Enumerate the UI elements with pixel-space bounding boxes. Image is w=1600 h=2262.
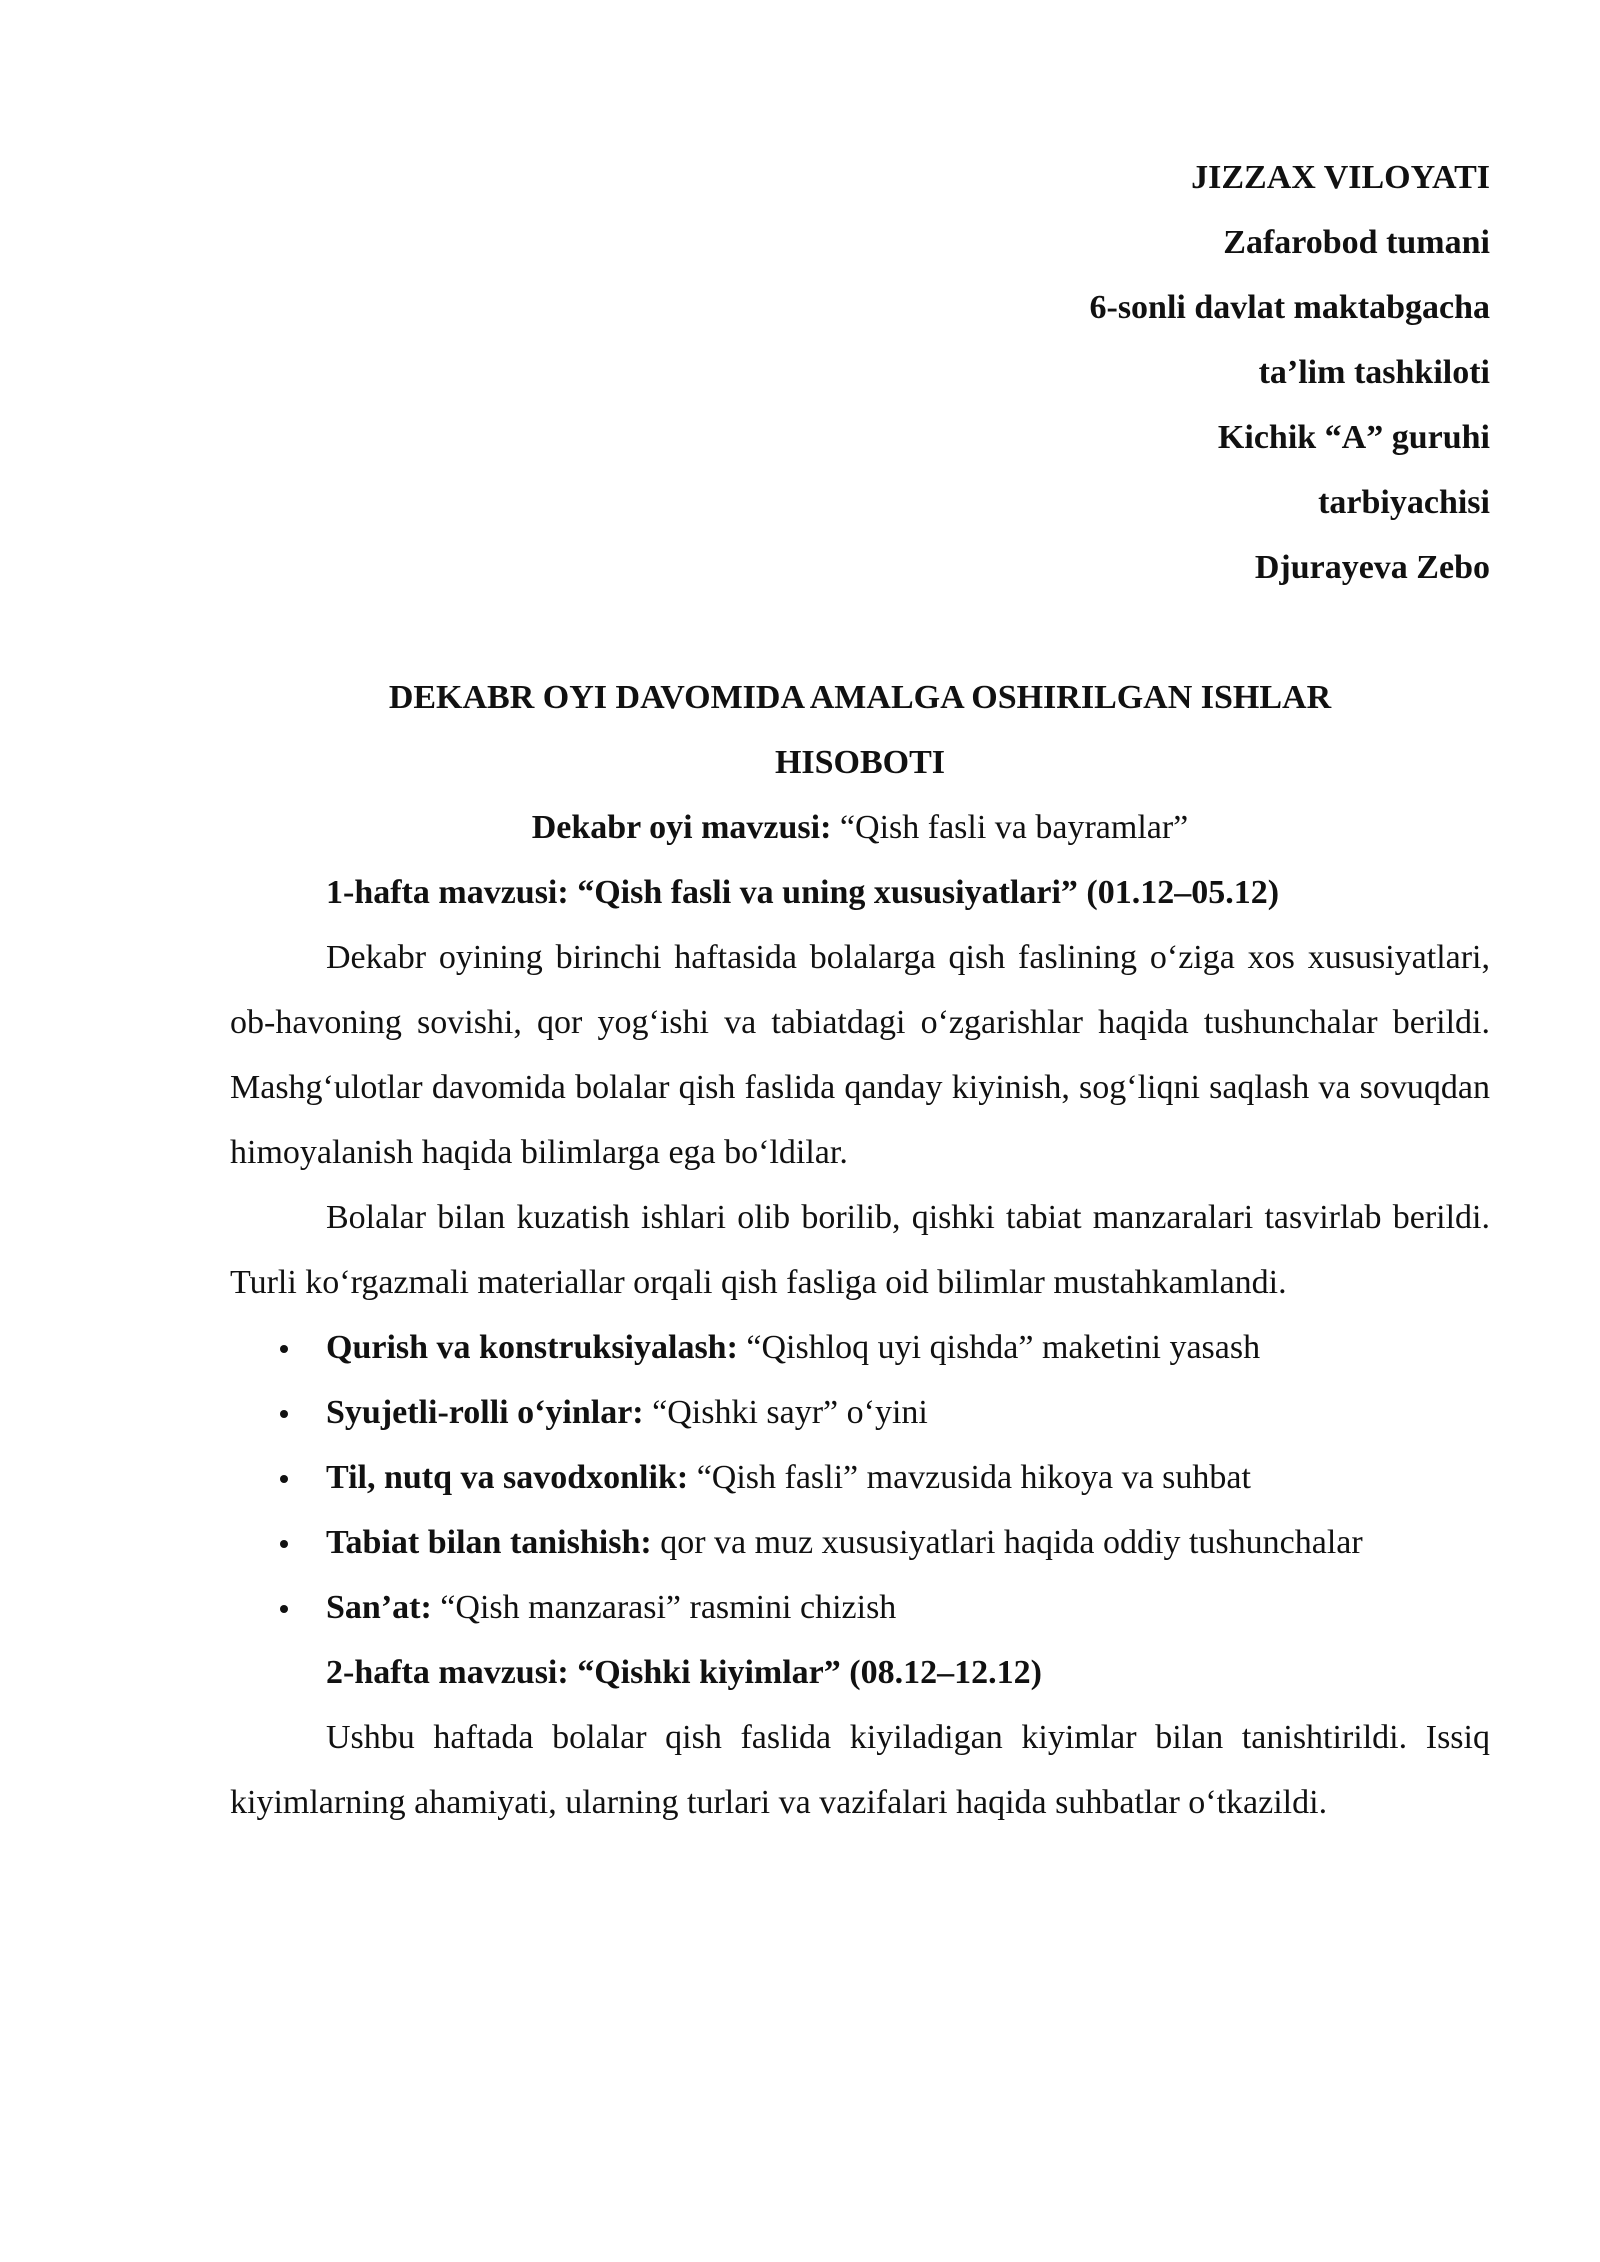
header-district: Zafarobod tumani [1223,224,1490,261]
list-item-text: “Qish manzarasi” rasmini chizish [431,1589,897,1626]
list-item-text: qor va muz xususiyatlari haqida oddiy tushunchalar [651,1524,1363,1561]
list-item [230,1510,1490,1575]
document-content [230,145,1490,1835]
list-item-label: San’at: [326,1589,432,1626]
list-item-label: Qurish va konstruksiyalash: [326,1329,738,1366]
header-role: tarbiyachisi [1318,484,1490,521]
title-line-1: DEKABR OYI DAVOMIDA AMALGA OSHIRILGAN ISHLAR [388,679,1332,716]
document-title [230,665,1490,795]
header-region: JIZZAX VILOYATI [1191,159,1490,196]
list-item-label: Tabiat bilan tanishish: [326,1524,652,1561]
bullet-icon [280,1345,288,1353]
bullet-icon [280,1540,288,1548]
list-item-text: “Qishki sayr” o‘yini [643,1394,928,1431]
week2-heading: 2-hafta mavzusi: “Qishki kiyimlar” (08.12–12.12) [326,1654,1042,1691]
list-item [230,1575,1490,1640]
header-group: Kichik “A” guruhi [1217,419,1490,456]
list-item-text: “Qish fasli” mavzusida hikoya va suhbat [688,1459,1251,1496]
list-item [230,1315,1490,1380]
list-item [230,1445,1490,1510]
week1-paragraph-1: Dekabr oyining birinchi haftasida bolalarga qish faslining o‘ziga xos xususiyatlari, ob-havoning sovishi, qor yog‘ishi va tabiatdagi o‘zgarishlar haqida tushunchalar berildi. Mashg‘ulotlar davomida bolalar qish faslida qanday kiyinish, sog‘liqni saqlash va sovuqdan himoyalanish haqida bilimlarga ega bo‘ldilar. [230,939,1490,1171]
week1-activity-list [230,1315,1490,1640]
month-theme [230,795,1490,860]
header-author-name: Djurayeva Zebo [1254,549,1490,586]
month-theme-value: “Qish fasli va bayramlar” [839,809,1189,846]
header-institution: 6-sonli davlat maktabgacha [1089,289,1490,326]
week2-paragraph-1: Ushbu haftada bolalar qish faslida kiyiladigan kiyimlar bilan tanishtirildi. Issiq kiyimlarning ahamiyati, ularning turlari va vazifalari haqida suhbatlar o‘tkazildi. [230,1719,1490,1821]
author-header [230,145,1490,600]
month-theme-label: Dekabr oyi mavzusi: [531,809,832,846]
bullet-icon [280,1475,288,1483]
list-item-label: Til, nutq va savodxonlik: [326,1459,689,1496]
week1-heading: 1-hafta mavzusi: “Qish fasli va uning xususiyatlari” (01.12–05.12) [326,874,1280,911]
bullet-icon [280,1410,288,1418]
list-item-text: “Qishloq uyi qishda” maketini yasash [737,1329,1261,1366]
bullet-icon [280,1605,288,1613]
header-institution-cont: ta’lim tashkiloti [1258,354,1490,391]
list-item-label: Syujetli-rolli o‘yinlar: [326,1394,644,1431]
week1-paragraph-2: Bolalar bilan kuzatish ishlari olib borilib, qishki tabiat manzaralari tasvirlab berildi. Turli ko‘rgazmali materiallar orqali qish fasliga oid bilimlar mustahkamlandi. [230,1199,1490,1301]
title-line-2: HISOBOTI [774,744,946,781]
list-item [230,1380,1490,1445]
